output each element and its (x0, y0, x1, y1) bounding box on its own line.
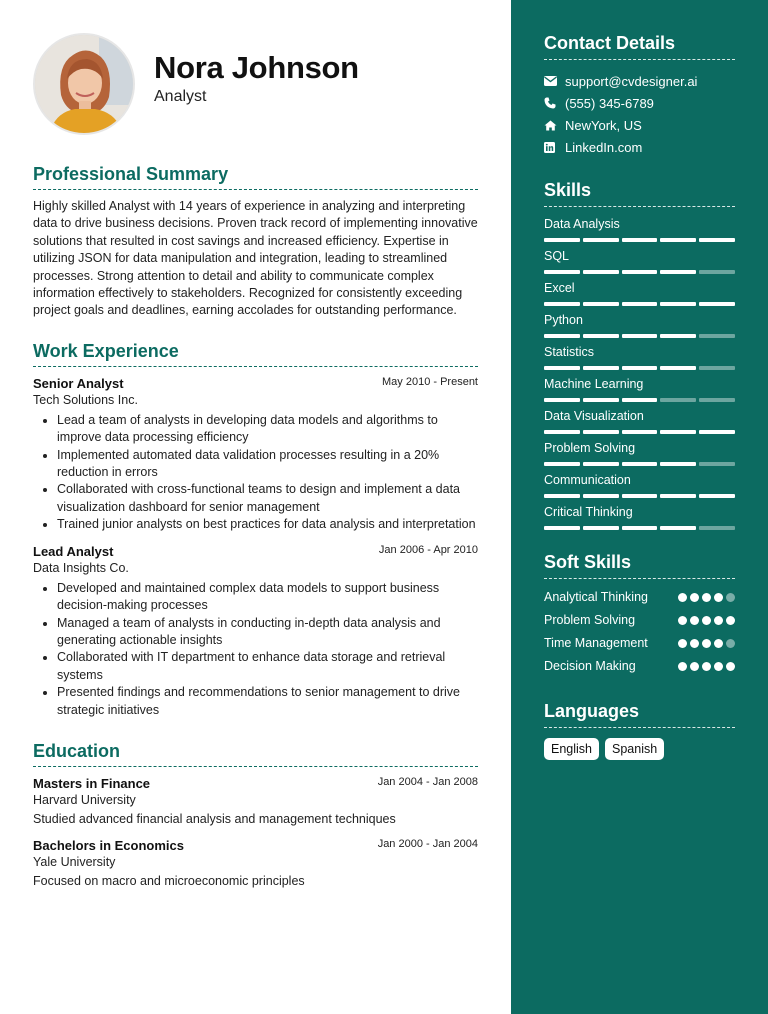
candidate-title: Analyst (154, 88, 207, 105)
soft-skill-rating (678, 616, 735, 625)
skill-bar-segment (544, 366, 580, 370)
skill-level-bar (544, 494, 735, 498)
rating-dot (714, 662, 723, 671)
contact-email[interactable] (544, 70, 735, 92)
skill-bar-segment (622, 366, 658, 370)
skill-bar-segment (583, 302, 619, 306)
skill-name: SQL (544, 249, 570, 263)
skill-item (544, 217, 735, 242)
degree-title: Bachelors in Economics (33, 837, 184, 853)
job-title: Senior Analyst (33, 375, 124, 391)
skill-bar-segment (622, 398, 658, 402)
skill-bar-segment (583, 526, 619, 530)
skill-bar-segment (583, 430, 619, 434)
contact-section (544, 33, 735, 158)
skill-bar-segment (699, 302, 735, 306)
soft-skill-rating (678, 593, 735, 602)
skill-level-bar (544, 238, 735, 242)
contact-heading: Contact Details (544, 33, 735, 60)
skill-bar-segment (622, 526, 658, 530)
skill-bar-segment (699, 238, 735, 242)
degree-title: Masters in Finance (33, 775, 151, 791)
profile-photo (33, 33, 135, 135)
skill-bar-segment (699, 494, 735, 498)
skill-name: Problem Solving (544, 441, 636, 455)
rating-dot (714, 616, 723, 625)
languages-list (544, 738, 735, 760)
sidebar (511, 0, 768, 1014)
skill-level-bar (544, 526, 735, 530)
list-item: • Trained junior analysts on best practices for data analysis and interpretation (57, 516, 478, 533)
job-date: Jan 2006 - Apr 2010 (378, 543, 478, 556)
skill-bar-segment (583, 238, 619, 242)
linkedin-text: LinkedIn.com (565, 139, 643, 155)
skill-name: Python (544, 313, 583, 327)
job-entry (33, 375, 478, 534)
skill-bar-segment (660, 366, 696, 370)
skills-heading: Skills (544, 180, 735, 207)
education-heading: Education (33, 741, 478, 767)
soft-skill-item (544, 589, 735, 606)
skill-level-bar (544, 430, 735, 434)
list-item: • Developed and maintained complex data models to support business decision-making processes (57, 580, 478, 615)
education-entry (33, 837, 478, 888)
rating-dot (714, 593, 723, 602)
skill-bar-segment (622, 270, 658, 274)
candidate-name: Nora Johnson (154, 50, 359, 85)
rating-dot (714, 639, 723, 648)
soft-skills-list (544, 589, 735, 675)
summary-heading: Professional Summary (33, 164, 478, 190)
job-bullets (33, 412, 478, 534)
skill-item (544, 505, 735, 530)
skill-bar-segment (622, 430, 658, 434)
rating-dot (678, 639, 687, 648)
skill-name: Critical Thinking (544, 505, 633, 519)
job-title: Lead Analyst (33, 543, 114, 559)
skill-level-bar (544, 270, 735, 274)
skill-name: Data Analysis (544, 217, 620, 231)
skill-bar-segment (544, 302, 580, 306)
education-description: Focused on macro and microeconomic principles (33, 873, 305, 888)
contact-linkedin[interactable] (544, 136, 735, 158)
education-entry (33, 775, 478, 826)
rating-dot (702, 639, 711, 648)
phone-icon (544, 97, 565, 109)
rating-dot (702, 616, 711, 625)
skill-item (544, 409, 735, 434)
skill-bar-segment (544, 398, 580, 402)
skill-bar-segment (699, 334, 735, 338)
skill-bar-segment (544, 494, 580, 498)
rating-dot (678, 616, 687, 625)
phone-text: (555) 345-6789 (565, 95, 654, 111)
skill-item (544, 345, 735, 370)
soft-skill-name: Problem Solving (544, 613, 636, 627)
envelope-icon (544, 76, 565, 86)
location-text: NewYork, US (565, 117, 642, 133)
soft-skill-rating (678, 639, 735, 648)
soft-skill-name: Time Management (544, 636, 648, 650)
skill-name: Machine Learning (544, 377, 644, 391)
languages-section (544, 701, 735, 760)
skill-name: Communication (544, 473, 631, 487)
rating-dot (702, 593, 711, 602)
list-item: • Presented findings and recommendations to senior management to drive strategic initiatives (57, 684, 478, 719)
skill-bar-segment (544, 334, 580, 338)
rating-dot (726, 593, 735, 602)
soft-skill-item (544, 658, 735, 675)
rating-dot (678, 662, 687, 671)
skill-item (544, 249, 735, 274)
job-date: May 2010 - Present (382, 375, 478, 388)
skill-level-bar (544, 462, 735, 466)
list-item: • Lead a team of analysts in developing data models and algorithms to improve data processing efficiency (57, 412, 478, 447)
language-tag: English (544, 738, 599, 760)
skill-bar-segment (660, 494, 696, 498)
skills-section (544, 180, 735, 530)
list-item: • Managed a team of analysts in conducting in-depth data analysis and generating actionable insights (57, 615, 478, 650)
rating-dot (690, 639, 699, 648)
education-description: Studied advanced financial analysis and management techniques (33, 811, 396, 826)
skill-bar-segment (544, 526, 580, 530)
experience-heading: Work Experience (33, 341, 478, 367)
skill-bar-segment (583, 398, 619, 402)
soft-skill-rating (678, 662, 735, 671)
skill-bar-segment (622, 494, 658, 498)
rating-dot (690, 593, 699, 602)
soft-skill-name: Decision Making (544, 659, 636, 673)
skill-level-bar (544, 398, 735, 402)
contact-location (544, 114, 735, 136)
contact-phone[interactable] (544, 92, 735, 114)
skill-bar-segment (660, 462, 696, 466)
linkedin-icon (544, 142, 565, 153)
skill-bar-segment (544, 462, 580, 466)
skill-level-bar (544, 334, 735, 338)
skill-level-bar (544, 302, 735, 306)
job-bullets (33, 580, 478, 719)
skill-item (544, 473, 735, 498)
rating-dot (702, 662, 711, 671)
skill-bar-segment (699, 270, 735, 274)
skill-bar-segment (660, 430, 696, 434)
skills-list (544, 217, 735, 530)
skill-bar-segment (660, 270, 696, 274)
skill-name: Data Visualization (544, 409, 644, 423)
list-item: • Collaborated with IT department to enhance data storage and retrieval systems (57, 649, 478, 684)
skill-bar-segment (699, 430, 735, 434)
soft-skill-name: Analytical Thinking (544, 590, 648, 604)
skill-item (544, 281, 735, 306)
summary-text: Highly skilled Analyst with 14 years of experience in analyzing and interpreting data to drive business decisions. Proven track record of implementing innovative solutions that resulted in cost savings and increased efficiency. Expertise in utilizing JSON for data manipulation and integration, leading to streamlined processes. Strong attention to detail and ability to communicate complex information effectively to stakeholders. Recognized for consistently exceeding project goals and deadlines, earning accolades for outstanding performance. (33, 199, 478, 318)
job-entry (33, 543, 478, 719)
skill-item (544, 441, 735, 466)
education-date: Jan 2000 - Jan 2004 (377, 837, 478, 850)
skill-bar-segment (660, 334, 696, 338)
resume-header (33, 0, 478, 150)
rating-dot (726, 616, 735, 625)
list-item: • Implemented automated data validation processes resulting in a 20% reduction in errors (57, 447, 478, 482)
skill-bar-segment (544, 430, 580, 434)
languages-heading: Languages (544, 701, 735, 728)
education-date: Jan 2004 - Jan 2008 (377, 775, 478, 788)
skill-bar-segment (544, 238, 580, 242)
portrait-image (35, 35, 135, 135)
skill-bar-segment (660, 398, 696, 402)
experience-section (33, 341, 478, 719)
job-company: Tech Solutions Inc. (33, 392, 138, 407)
soft-skills-heading: Soft Skills (544, 552, 735, 579)
skill-bar-segment (699, 366, 735, 370)
email-text: support@cvdesigner.ai (565, 73, 698, 89)
skill-bar-segment (583, 462, 619, 466)
skill-bar-segment (622, 334, 658, 338)
skill-bar-segment (544, 270, 580, 274)
rating-dot (726, 639, 735, 648)
rating-dot (726, 662, 735, 671)
soft-skill-item (544, 635, 735, 652)
skill-name: Statistics (544, 345, 595, 359)
skill-bar-segment (660, 302, 696, 306)
home-icon (544, 120, 565, 131)
school-name: Harvard University (33, 792, 136, 807)
skill-bar-segment (699, 462, 735, 466)
skill-bar-segment (699, 526, 735, 530)
skill-bar-segment (583, 366, 619, 370)
language-tag: Spanish (605, 738, 664, 760)
skill-name: Excel (544, 281, 575, 295)
skill-bar-segment (660, 526, 696, 530)
soft-skill-item (544, 612, 735, 629)
skill-item (544, 313, 735, 338)
education-section (33, 741, 478, 888)
skill-bar-segment (660, 238, 696, 242)
skill-level-bar (544, 366, 735, 370)
skill-bar-segment (583, 334, 619, 338)
rating-dot (690, 662, 699, 671)
rating-dot (690, 616, 699, 625)
skill-bar-segment (583, 270, 619, 274)
job-company: Data Insights Co. (33, 560, 129, 575)
skill-bar-segment (622, 462, 658, 466)
skill-bar-segment (699, 398, 735, 402)
list-item: • Collaborated with cross-functional teams to design and implement a data visualization dashboard for senior management (57, 481, 478, 516)
school-name: Yale University (33, 854, 116, 869)
skill-bar-segment (583, 494, 619, 498)
skill-item (544, 377, 735, 402)
skill-bar-segment (622, 238, 658, 242)
summary-section (33, 164, 478, 320)
skill-bar-segment (622, 302, 658, 306)
soft-skills-section (544, 552, 735, 675)
rating-dot (678, 593, 687, 602)
